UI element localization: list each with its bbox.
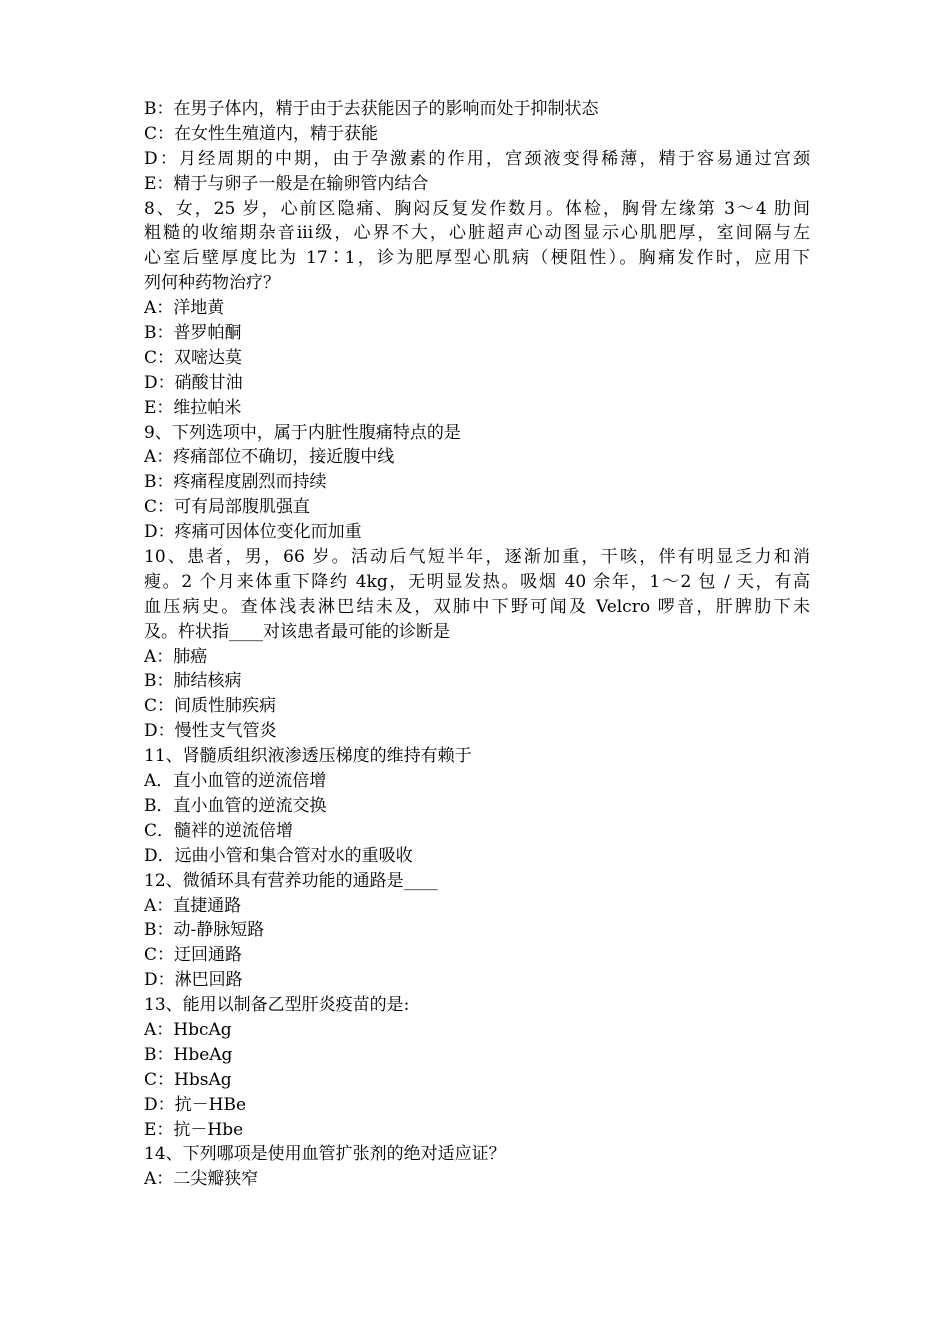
option-line: C：可有局部腹肌强直 <box>144 497 311 518</box>
question-8-line: 列何种药物治疗？ <box>144 273 280 294</box>
option-line: D：疼痛可因体位变化而加重 <box>144 522 362 543</box>
option-line: D：硝酸甘油 <box>144 372 243 393</box>
document-body <box>144 97 810 1192</box>
question-13-line: 13、能用以制备乙型肝炎疫苗的是: <box>144 995 410 1016</box>
option-line: C：在女性生殖道内，精于获能 <box>144 123 379 144</box>
option-line: E：维拉帕米 <box>144 397 242 418</box>
option-line: C：HbsAg <box>144 1069 232 1090</box>
option-line: D：淋巴回路 <box>144 970 243 991</box>
option-line: D：抗－HBe <box>144 1094 247 1115</box>
question-12-line: 12、微循环具有营养功能的通路是____ <box>144 870 438 891</box>
question-10-line: 血压病史。查体浅表淋巴结未及，双肺中下野可闻及 Velcro 啰音，肝脾肋下未 <box>144 596 810 617</box>
question-9-line: 9、下列选项中，属于内脏性腹痛特点的是 <box>144 422 461 443</box>
option-line: A：HbcAg <box>144 1019 232 1040</box>
option-line: A．直小血管的逆流倍增 <box>144 771 327 792</box>
question-8-line: 粗糙的收缩期杂音iii级，心界不大，心脏超声心动图显示心肌肥厚，室间隔与左 <box>144 223 810 244</box>
option-line: B：肺结核病 <box>144 671 242 692</box>
option-line: E：精于与卵子一般是在输卵管内结合 <box>144 173 429 194</box>
option-line: C：间质性肺疾病 <box>144 696 277 717</box>
option-line: A：直捷通路 <box>144 895 242 916</box>
option-line: A：疼痛部位不确切，接近腹中线 <box>144 447 395 468</box>
option-line: B：疼痛程度剧烈而持续 <box>144 472 327 493</box>
question-10-line: 瘦。2 个月来体重下降约 4kg，无明显发热。吸烟 40 余年，1～2 包 / 天，有高 <box>144 571 810 592</box>
option-line: B：动-静脉短路 <box>144 920 265 941</box>
question-10-line: 及。杵状指____对该患者最可能的诊断是 <box>144 621 450 642</box>
option-line: B：普罗帕酮 <box>144 323 242 344</box>
question-11-line: 11、肾髓质组织液渗透压梯度的维持有赖于 <box>144 746 472 767</box>
question-14-line: 14、下列哪项是使用血管扩张剂的绝对适应证？ <box>144 1144 506 1165</box>
option-line: B：在男子体内，精于由于去获能因子的影响而处于抑制状态 <box>144 99 599 119</box>
option-line: A：二尖瓣狭窄 <box>144 1169 259 1190</box>
option-line: D：月经周期的中期，由于孕激素的作用，宫颈液变得稀薄，精于容易通过宫颈 <box>144 148 810 169</box>
option-line: C：双嘧达莫 <box>144 347 243 368</box>
option-line: B．直小血管的逆流交换 <box>144 795 327 816</box>
option-line: C：迂回通路 <box>144 945 243 966</box>
option-line: A：肺癌 <box>144 646 208 667</box>
question-8-line: 8、女，25 岁，心前区隐痛、胸闷反复发作数月。体检，胸骨左缘第 3～4 肋间 <box>144 198 810 219</box>
question-8-line: 心室后壁厚度比为 17∶1，诊为肥厚型心肌病（梗阻性）。胸痛发作时，应用下 <box>144 248 810 269</box>
option-line: B：HbeAg <box>144 1044 233 1065</box>
option-line: D．远曲小管和集合管对水的重吸收 <box>144 845 413 866</box>
option-line: E：抗－Hbe <box>144 1119 244 1140</box>
option-line: A：洋地黄 <box>144 298 225 319</box>
option-line: C．髓袢的逆流倍增 <box>144 820 294 841</box>
option-line: D：慢性支气管炎 <box>144 721 277 742</box>
question-10-line: 10、患者，男，66 岁。活动后气短半年，逐渐加重，干咳，伴有明显乏力和消 <box>144 547 810 568</box>
